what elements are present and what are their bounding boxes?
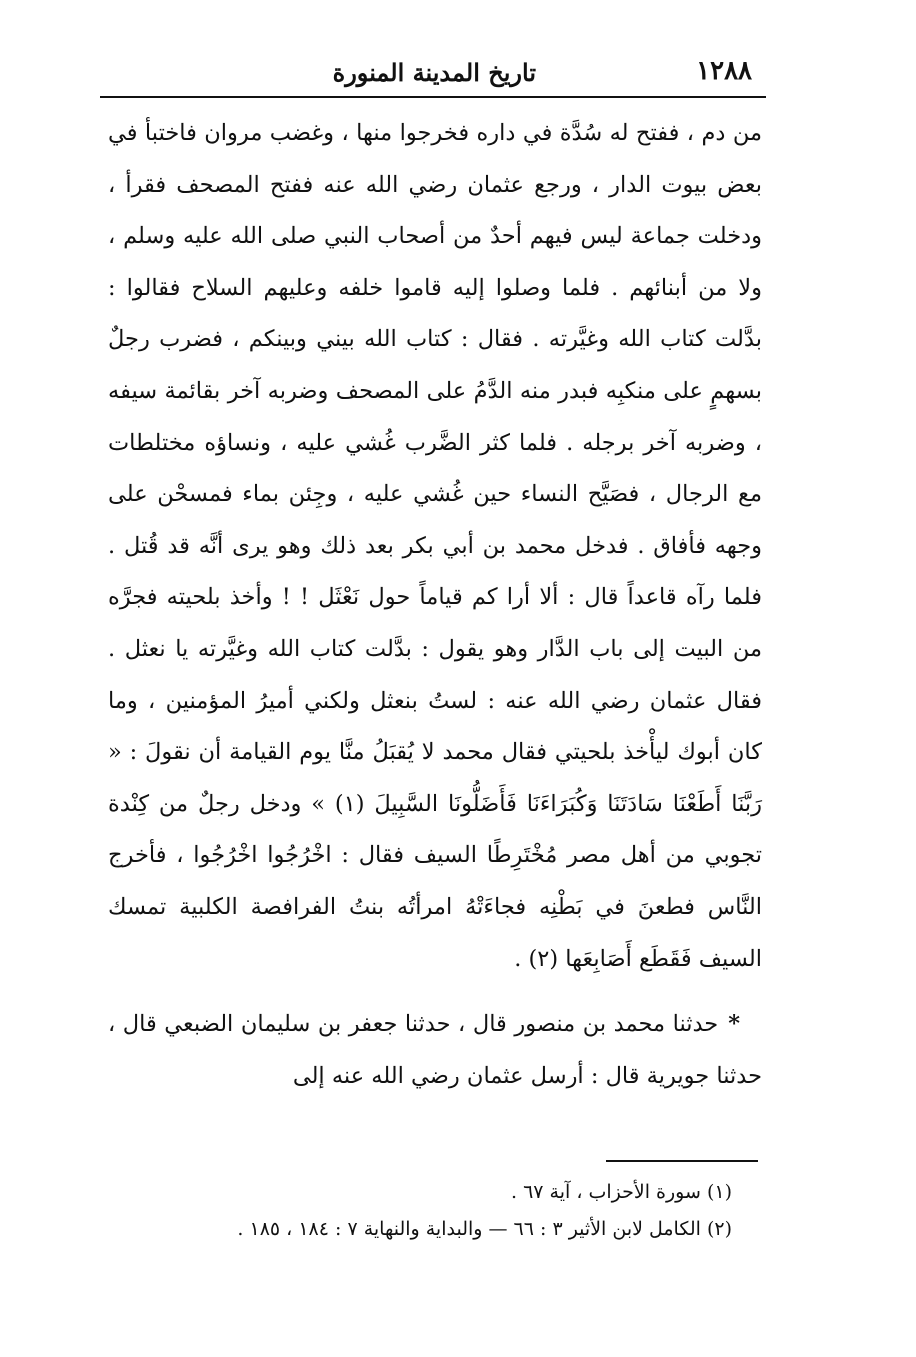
paragraph-bullet: * [728, 1011, 740, 1038]
header-rule [100, 96, 766, 98]
main-text [108, 108, 762, 1102]
footnote-2: (٢) الكامل لابن الأثير ٣ : ٦٦ — والبداية والنهاية ٧ : ١٨٤ ، ١٨٥ . [237, 1218, 732, 1240]
page-number: ١٢٨٨ [696, 56, 752, 86]
paragraph-1: من دم ، ففتح له سُدَّة في داره فخرجوا منها ، وغضب مروان فاختبأ في بعض بيوت الدار ، ورجع عثمان رضي الله عنه ففتح المصحف فقرأ ، ودخلت جماعة ليس فيهم أحدٌ من أصحاب النبي صلى الله عليه وسلم ، ولا من أبنائهم . فلما وصلوا إليه قاموا خلفه وعليهم السلاح فقالوا : بدَّلت كتاب الله وغيَّرته . فقال : كتاب الله بيني وبينكم ، فضرب رجلٌ بسهمٍ على منكبِه فبدر منه الدَّمُ على المصحف وضربه آخر بقائمة سيفه ، وضربه آخر برجله . فلما كثر الضَّرب غُشي عليه ، ونساؤه مختلطات مع الرجال ، فصَيَّح النساء حين غُشي عليه ، وجِئن بماء فمسحْن على وجهه فأفاق . فدخل محمد بن أبي بكر بعد ذلك وهو يرى أنَّه قد قُتل . فلما رآه قاعداً قال : ألا أرا كم قياماً حول نَعْثَل ! ! وأخذ بلحيته فجرَّه من البيت إلى باب الدَّار وهو يقول : بدَّلت كتاب الله وغيَّرته يا نعثل . فقال عثمان رضي الله عنه : لستُ بنعثل ولكني أميرُ المؤمنين ، وما كان أبوك ليأْخذ بلحيتي فقال محمد لا يُقبَلُ منَّا يوم القيامة أن نقولَ : « رَبَّنَا أَطَعْنَا سَادَتَنَا وَكُبَرَاءَنَا فَأَضَلُّونَا السَّبِيلَ (١) » ودخل رجلٌ من كِنْدة تجوبي من أهل مصر مُخْتَرِطًا السيف فقال : اخْرُجُوا اخْرُجُوا ، فأخرج النَّاس فطعنَ في بَطْنِه فجاءَتْهُ امرأتُه بنتُ الفرافصة الكلبية تمسك السيف فَقَطَع أَصَابِعَها (٢) . [108, 120, 762, 972]
page-header [100, 50, 766, 94]
paragraph-2 [108, 999, 762, 1102]
footnote-rule [606, 1160, 758, 1162]
footnote-1: (١) سورة الأحزاب ، آية ٦٧ . [510, 1181, 732, 1203]
running-title: تاريخ المدينة المنورة [332, 58, 536, 87]
footnotes [108, 1174, 762, 1248]
paragraph-2-text: حدثنا محمد بن منصور قال ، حدثنا جعفر بن سليمان الضبعي قال ، حدثنا جويرية قال : أرسل عثمان رضي الله عنه إلى [108, 1011, 762, 1089]
